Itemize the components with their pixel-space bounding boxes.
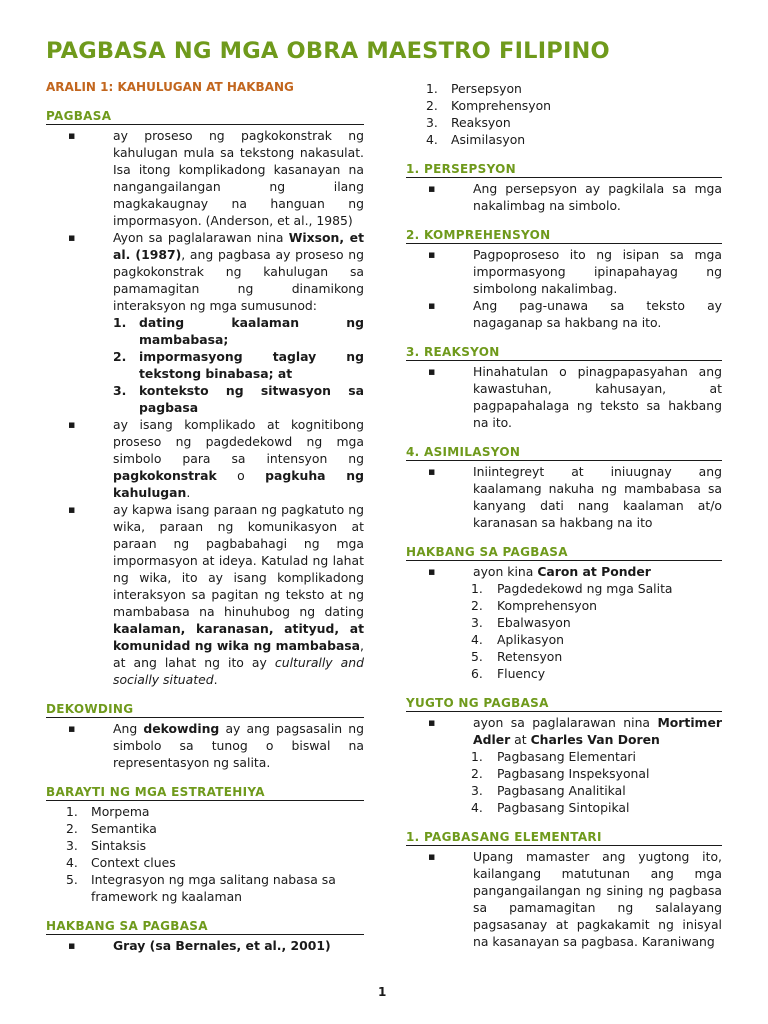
section-heading-elementari: 1. PAGBASANG ELEMENTARI xyxy=(406,830,722,846)
section-heading-persepsyon: 1. PERSEPSYON xyxy=(406,162,722,178)
list-item: 1. Pagdedekowd ng mga Salita xyxy=(471,581,673,596)
section-heading-yugto: YUGTO NG PAGBASA xyxy=(406,696,722,712)
bullet-gray: ▪ Gray (sa Bernales, et al., 2001) xyxy=(46,937,364,954)
section-heading-hakbang-2: HAKBANG SA PAGBASA xyxy=(406,545,722,561)
list-item: 1. dating kaalaman ng mambabasa; xyxy=(113,315,364,347)
caron-ponder-list xyxy=(471,580,722,682)
lesson-heading: ARALIN 1: KAHULUGAN AT HAKBANG xyxy=(46,80,294,94)
list-item: 2. Semantika xyxy=(66,821,157,836)
list-item: 3. Sintaksis xyxy=(66,838,147,853)
list-item: 6. Fluency xyxy=(471,666,546,681)
section-heading-asimilasyon: 4. ASIMILASYON xyxy=(406,445,722,461)
list-item: 1. Pagbasang Elementari xyxy=(471,749,636,764)
bullet-caron-ponder: ▪ ayon kina Caron at Ponder xyxy=(406,563,722,580)
steps-list xyxy=(426,80,722,148)
list-item: 3. Reaksyon xyxy=(426,115,511,130)
list-item: 1. Morpema xyxy=(66,804,150,819)
list-item: 3. Ebalwasyon xyxy=(471,615,571,630)
left-column xyxy=(46,80,364,954)
list-item: 4. Context clues xyxy=(66,855,176,870)
wixson-sublist xyxy=(113,314,364,416)
bullet-adler-doren: ▪ ayon sa paglalarawan nina Mortimer Adler at Charles Van Doren xyxy=(406,714,722,748)
barayti-list xyxy=(66,803,364,905)
section-heading-pagbasa: PAGBASA xyxy=(46,109,364,125)
bullet-dekowding: ▪ Ang dekowding ay ang pagsasalin ng simbolo sa tunog o biswal na representasyon ng salita. xyxy=(46,720,364,771)
section-heading-komprehensyon: 2. KOMPREHENSYON xyxy=(406,228,722,244)
section-heading-barayti: BARAYTI NG MGA ESTRATEHIYA xyxy=(46,785,364,801)
bullet-wixson: ▪ Ayon sa paglalarawan nina Wixson, et al. (1987), ang pagbasa ay proseso ng pagkokonstrak ng kahulugan sa pamamagitan ng dinamikong interaksyon ng mga sumusunod: xyxy=(46,229,364,314)
list-item: 4. Asimilasyon xyxy=(426,132,526,147)
section-heading-reaksyon: 3. REAKSYON xyxy=(406,345,722,361)
bullet-anderson: ▪ ay proseso ng pagkokonstrak ng kahulugan mula sa tekstong nakasulat. Isa itong komplikadong kasanayan na nangangailangan ng ilang magkakaugnay na hanguan ng impormasyon. (Anderson, et al., 1985) xyxy=(46,127,364,229)
page-number: 1 xyxy=(378,985,387,999)
bullet-reaksyon: ▪ Hinahatulan o pinagpapasyahan ang kawastuhan, kahusayan, at pagpapahalaga ng teksto sa hakbang na ito. xyxy=(406,363,722,431)
list-item: 5. Retensyon xyxy=(471,649,563,664)
bullet-persepsyon: ▪ Ang persepsyon ay pagkilala sa mga nakalimbag na simbolo. xyxy=(406,180,722,214)
list-item: 4. Aplikasyon xyxy=(471,632,564,647)
bullet-elementari: ▪ Upang mamaster ang yugtong ito, kailangang matutunan ang mga pangangailangan ng sining ng pagbasa sa pamamagitan ng salalayang pagsasanay at pagkakamit ng inisyal na kasanayan sa pagbasa. Karaniwang xyxy=(406,848,722,950)
section-heading-dekowding: DEKOWDING xyxy=(46,702,364,718)
bullet-kognitibo: ▪ ay isang komplikado at kognitibong proseso ng pagdedekowd ng mga simbolo para sa intensyon ng pagkokonstrak o pagkuha ng kahulugan. xyxy=(46,416,364,501)
document-title: PAGBASA NG MGA OBRA MAESTRO FILIPINO xyxy=(46,38,610,64)
bullet-pagkatuto: ▪ ay kapwa isang paraan ng pagkatuto ng wika, paraan ng komunikasyon at paraan ng pagbabahagi ng mga impormasyon at ideya. Katulad ng lahat ng wika, ito ay isang komplikadong interaksyon sa pagitan ng teksto at ng mambabasa na hinuhubog ng dating kaalaman, karanasan, atityud, at komunidad ng wika ng mambabasa, at ang lahat ng ito ay culturally and socially situated. xyxy=(46,501,364,688)
list-item: 4. Pagbasang Sintopikal xyxy=(471,800,630,815)
yugto-list xyxy=(471,748,722,816)
section-heading-hakbang: HAKBANG SA PAGBASA xyxy=(46,919,364,935)
list-item: 2. Komprehensyon xyxy=(471,598,598,613)
right-column xyxy=(406,80,722,950)
list-item: 3. konteksto ng sitwasyon sa pagbasa xyxy=(113,383,364,415)
bullet-komprehensyon-1: ▪ Pagpoproseso ito ng isipan sa mga impormasyong ipinapahayag ng simbolong nakalimbag. xyxy=(406,246,722,297)
list-item: 5. Integrasyon ng mga salitang nabasa sa framework ng kaalaman xyxy=(66,872,336,904)
list-item: 1. Persepsyon xyxy=(426,81,522,96)
bullet-komprehensyon-2: ▪ Ang pag-unawa sa teksto ay nagaganap sa hakbang na ito. xyxy=(406,297,722,331)
list-item: 2. Pagbasang Inspeksyonal xyxy=(471,766,650,781)
list-item: 3. Pagbasang Analitikal xyxy=(471,783,626,798)
list-item: 2. Komprehensyon xyxy=(426,98,552,113)
list-item: 2. impormasyong taglay ng tekstong binabasa; at xyxy=(113,349,364,381)
bullet-asimilasyon: ▪ Iniintegreyt at iniuugnay ang kaalamang nakuha ng mambabasa sa kanyang dati nang kaalaman at/o karanasan sa hakbang na ito xyxy=(406,463,722,531)
